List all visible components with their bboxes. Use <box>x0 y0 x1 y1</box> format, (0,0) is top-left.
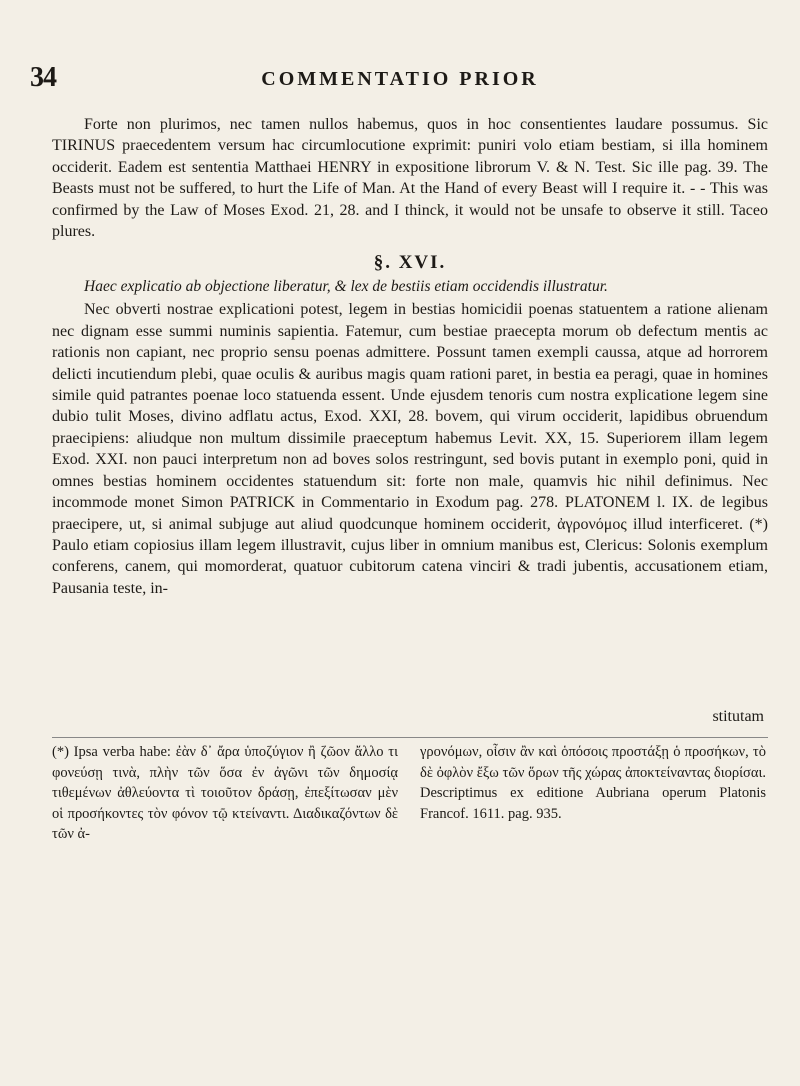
footnote-rule <box>52 737 768 738</box>
running-head: COMMENTATIO PRIOR <box>261 68 539 90</box>
page-number: 34 <box>30 62 56 93</box>
paragraph-2: Nec obverti nostrae explicationi potest, legem in bestias homicidii poenas statuentem a ratione alienam nec dignam esse summi numinis sapientia. Fatemur, cum bestiae praecepta morum ob defectum mentis ac rationis non capiant, nec proprio sensu poenas admittere. Possunt tamen exempli caussa, atque ad horrorem delicti incutiendum plebi, quae oculis & auribus magis quam rationi paret, in bestia ea peragi, quae in homines simile quid patrantes poenae loco statuenda essent. Unde ejusdem tenoris cum nostra explicatione legem sine dubio tulit Moses, divino adflatu actus, Exod. XXI, 28. bovem, qui virum occiderit, lapidibus obruendum praecipiens: aliudque non multum dissimile praeceptum habemus Levit. XX, 15. Superiorem illam legem Exod. XXI. non pauci interpretum non ad boves solos restringunt, sed bovis putant in exemplo poni, quid in omnes bestias hominem occidentes statuendum sit: forte non male, quamvis hic nihil definimus. Nec incommode monet Simon PATRICK in Commentario in Exodum pag. 278. PLATONEM l. IX. de legibus praecipere, ut, si animal subjuge aut aliud quodcunque hominem occiderit, ἀγρονόμος illud interficeret. (*) Paulo etiam copiosius illam legem illustravit, cujus liber in omnium manibus est, Clericus: Solonis exemplum conferens, canem, qui momorderat, quatuor cubitorum catena vinciri & tradi jubentis, accusationem etiam, Pausania teste, in- <box>52 301 768 597</box>
section-summary: Haec explicatio ab objectione liberatur, & lex de bestiis etiam occidendis illustratur. <box>84 278 608 296</box>
section-heading: §. XVI. <box>373 252 447 274</box>
paragraph-2-continuation: stitutam <box>712 708 764 725</box>
page-header <box>30 62 770 92</box>
main-text <box>52 114 768 599</box>
paragraph-1: Forte non plurimos, nec tamen nullos habemus, quos in hoc consentientes laudare possumus. Sic TIRINUS praecedentem versum hac circumlocutione exprimit: puniri volo etiam bestiam, si illa hominem occiderit. Eadem est sententia Matthaei HENRY in expositione librorum V. & N. Test. Sic ille pag. 39. The Beasts must not be suffered, to hurt the Life of Man. At the Hand of every Beast will I require it. - - This was confirmed by the Law of Moses Exod. 21, 28. and I thinck, it would not be unsafe to observe it still. Taceo plures. <box>52 116 768 241</box>
footnote-right-column: γρονόμων, οἷσιν ἂν καὶ ὁπόσοις προστάξῃ ὁ προσήκων, τὸ δὲ ὀφλὸν ἔξω τῶν ὅρων τῆς χώρας ἀποκτείναντας διορίσαι. Descriptimus ex editione Aubriana operum Platonis Francof. 1611. pag. 935. <box>420 744 766 822</box>
footnote-left-column: (*) Ipsa verba habe: ἐὰν δ᾽ ἄρα ὑποζύγιον ἢ ζῶον ἄλλο τι φονεύσῃ τινὰ, πλὴν τῶν ὅσα ἐν ἀγῶνι τῶν δημοσίᾳ τιθεμένων ἀθλεύοντα τὶ τοιοῦτον δράσῃ, ἐπεξίτωσαν μὲν οἱ προσήκοντες τὸν φόνον τῷ κτείναντι. Διαδικαζόντων δὲ τῶν ἀ- <box>52 744 398 842</box>
